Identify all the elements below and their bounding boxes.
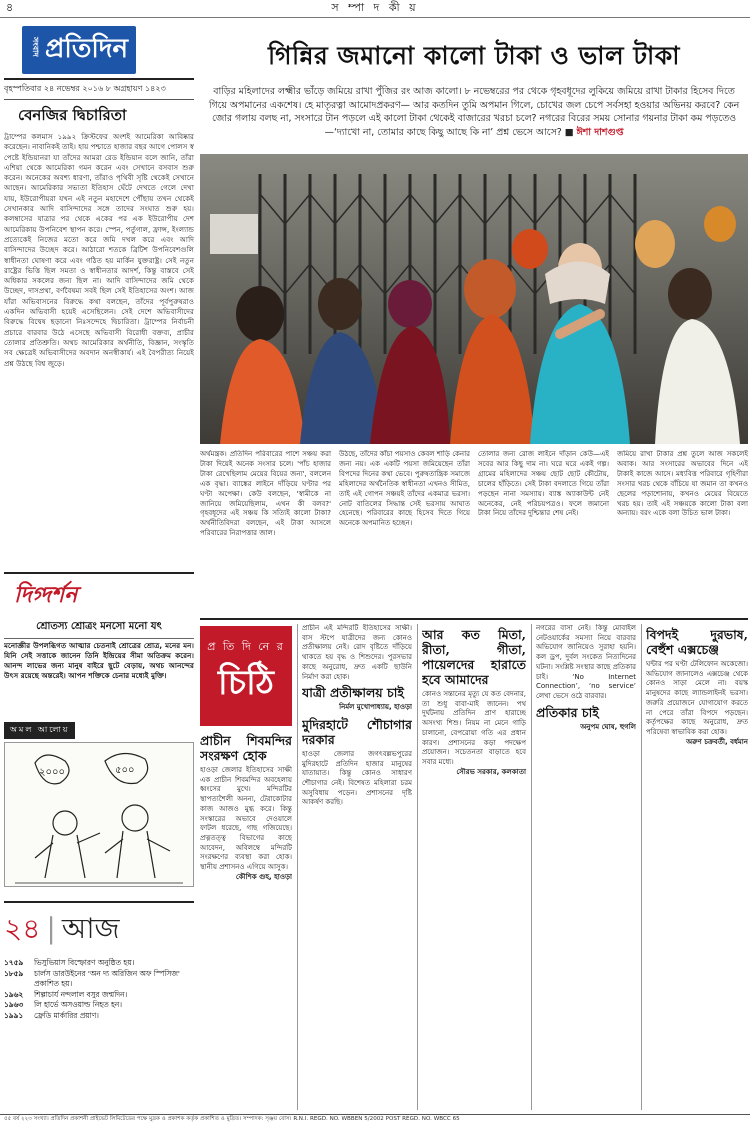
today-event: ১৯৬২ শিল্পাচার্য নন্দলাল বসুর জন্মদিন। [4,989,128,999]
today-separator: | [46,912,56,945]
digdarshan-section [4,572,194,711]
today-date: ২৪ [4,912,41,945]
article-body [200,450,748,612]
letters-banner [200,626,292,726]
byline-icon: ■ [564,126,574,138]
letter-signature: অনুপম ঘোষ, হুগলি [580,722,636,731]
bank-queue-photo [200,154,748,444]
column-divider [641,624,642,1110]
letter-title: যাত্রী প্রতীক্ষালয় চাই [302,685,404,701]
letter-signature: নির্মল মুখোপাধ্যায়, হাওড়া [339,703,412,712]
today-event: ১৭৫৯ ভিসুভিয়াস বিস্ফোরণ অনুষ্ঠিত হয়। [4,958,135,967]
main-area [200,22,748,881]
left-column [4,22,194,1112]
today-word: আজ [61,912,120,945]
byline: ঈশা দাশগুপ্ত [576,126,624,138]
letter-signature: সৌরভ সরকার, কলকাতা [456,767,526,776]
letter-4 [422,624,526,1110]
letter-body: প্রাচীন এই মন্দিরটি ইতিহাসের সাক্ষী। বাস স্টপে যাত্রীদের জন্য কোনও প্রতীক্ষালয় নেই। রোদ বৃষ্টিতে দাঁড়িয়ে থাকতে হয় বৃদ্ধ ও শিশুদের। পুরসভার কাছে অনুরোধ, দ্রুত একটি ছাউনি নির্মাণ করা হোক। [302,624,412,681]
pratidin-logo [22,26,136,74]
standfirst [208,85,740,139]
letter-body: কোনও সন্তানের মৃত্যু যে কত বেদনার, তা শুধু বাবা-মাই জানেন। পথ দুর্ঘটনায় প্রতিদিন প্রাণ হারাচ্ছে অসংখ্য শিশু। নিয়ম না মেনে গাড়ি চালানো, বেপরোয়া গতি এর প্রধান কারণ। প্রশাসনের কড়া পদক্ষেপ প্রয়োজন। সচেতনতা বাড়াতে হবে সবার মধ্যে। [422,690,526,766]
letter-body: হাওড়া জেলার ইতিহাসের সাক্ষী এক প্রাচীন শিবমন্দির অবহেলায় ধ্বংসের মুখে। মন্দিরটির স্থাপত্যশৈলী অনন্য, টেরাকোটার কাজ আজও মুগ্ধ করে। কিন্তু সংস্কারের অভাবে দেওয়ালে ফাটল ধরেছে, গাছ গজিয়েছে। প্রত্নতত্ত্ব বিভাগের কাছে আবেদন, অবিলম্বে মন্দিরটি সংরক্ষণের ব্যবস্থা করা হোক। স্থানীয় প্রশাসনও এগিয়ে আসুক। [200,766,292,872]
letter-title: মুদিরহাটে শৌচাগার দরকার [302,716,412,747]
top-bar [0,0,750,18]
letter-title: বিপদই দুরভাষ, বেহুঁশ এক্সচেঞ্জ [646,627,748,657]
editorial-title: বেনজির দ্বিচারিতা [18,106,127,124]
letter-1 [200,730,292,1110]
today-section [4,901,194,1021]
page-headline: গিন্নির জমানো কালো টাকা ও ভাল টাকা [268,41,680,70]
letter-title: প্রাচীন শিবমন্দির সংরক্ষণ হোক [200,733,292,763]
section-title: স ম্পা দ কী য় [331,1,419,14]
amal-aloy-section [4,717,194,887]
page-number: ৪ [6,1,14,14]
logo-small-text: সংবাদ [31,37,41,57]
logo-text: প্রতিদিন [45,34,128,64]
article-column-3: তোলার জন্য রোজ লাইনে দাঁড়ান কেউ—এই সবের আর কিছু দাম না। ঘরে ঘরে একই গল্প। গ্রামের মহিলাদের সঞ্চয় ছোট ছোট কৌটোয়, চালের হাঁড়িতে। সেই টাকা বদলাতে গিয়ে তাঁরা পড়ছেন নানা সমস্যায়। ব্যাঙ্ক অ্যাকাউন্ট নেই অনেকের, নেই পরিচয়পত্রও। ফলে জমানো টাকা নিয়ে তাঁদের দুশ্চিন্তার শেষ নেই। [478,450,609,518]
today-event: ১৯৯১ ফ্রেডি মার্কারির প্রয়াণ। [4,1010,99,1020]
letter-title: আর কত মিতা, রীতা, গীতা, পায়েলদের হারাতে হবে আমাদের [422,627,526,687]
cartoon-note-500: ৫০০ [115,765,135,776]
letter-body: হাওড়া জেলার জগৎবল্লভপুরের মুদিরহাটে প্রতিদিন হাজার মানুষের যাতায়াত। কিন্তু কোনও সাধারণ শৌচাগার নেই। বিশেষত মহিলারা চরম অসুবিধায় পড়েন। প্রশাসনের দৃষ্টি আকর্ষণ করছি। [302,749,412,807]
news-photo [200,154,748,444]
column-divider [297,624,298,1110]
letter-6 [646,624,748,1110]
dateline: বৃহস্পতিবার ২৪ নভেম্বর ২০১৬ ৮ অগ্রহায়ণ ১৪২৩ [4,80,194,100]
today-events [4,958,194,1021]
article-column-1: অর্থমন্ত্রক। প্রতিদিন পরিবারের পাশে সঞ্চয় করা টাকা দিয়েই অনেক সংসার চলে। 'পাঁচ হাজার টাকা রেখেছিলাম মেয়ের বিয়ের জন্য', বললেন এক বৃদ্ধা। ব্যাঙ্কের লাইনে দাঁড়িয়ে ঘণ্টার পর ঘণ্টা অপেক্ষা। কেউ বলছেন, 'স্বামীকে না জানিয়ে জমিয়েছিলাম, এখন কী বলব?' গৃহবধূদের এই সঞ্চয় কি সত্যিই কালো টাকা? অর্থনীতিবিদরা বলছেন, এই টাকা আসলে পরিবারের নিরাপত্তার জাল। [200,450,331,538]
editorial-body: ট্রাম্পের কলমাস ১৯৯২ ক্রিস্টফের অংশই আমেরিকা আবিষ্কার করেছেন। নাবানিকই তাই। হায় পশ্চাতে হাজার বছর আগে পোলস স্ব পেষ্টে ইন্ডিয়ানরা যা তাঁদের আমরা রেড ইন্ডিয়ান বলে জানি, তাঁরা এশিয়া থেকে আমেরিকা গমন করেন এবং সেখানে বসবাস শুরু করেন। অনেকের অবশ্য ধারণা, তাঁরাও পৃথিবী সৃষ্টি থেকেই সেখানে আছেন। আমেরিকার সভ্যতা ইতিহাস ঘেঁটে দেখতে গেলে দেখা যায়, ইউরোপীয়রা যখন এই নতুন মহাদেশে পৌঁছায় তখন থেকেই সেখানকার আদি বাসিন্দাদের সঙ্গে তাদের সংঘাত শুরু হয়। কলম্বাসের যাত্রার পর থেকে একের পর এক ইউরোপীয় দেশ আমেরিকায় উপনিবেশ স্থাপন করে। স্পেন, পর্তুগাল, ফ্রান্স, ইংল্যান্ড প্রত্যেকেই নিজের মতো করে জমি দখল করে এবং আদি বাসিন্দাদের উচ্ছেদ করে। আঠারো শতকে ব্রিটিশ উপনিবেশগুলি স্বাধীনতা ঘোষণা করে এবং গঠিত হয় মার্কিন যুক্তরাষ্ট্র। সেই নতুন রাষ্ট্রের ভিত্তি ছিল সমতা ও স্বাধীনতার আদর্শ, কিন্তু বাস্তবে সেই অধিকার সকলের জন্য ছিল না। আদি বাসিন্দাদের জমি থেকে উচ্ছেদ, দাসপ্রথা, বর্ণবৈষম্য সবই ছিল সেই ইতিহাসের অংশ। আজ যাঁরা অভিবাসনের বিরুদ্ধে কথা বলছেন, তাঁদের পূর্বপুরুষরাও একদিন অভিবাসী হয়েই এসেছিলেন। সেই দেশে অভিবাসীদের বিরুদ্ধে বিদ্বেষ ছড়ানো নিঃসন্দেহে দ্বিচারিতা। ট্রাম্পের নির্বাচনী প্রচারে বারবার উঠে এসেছে অভিবাসী বিরোধী বক্তব্য, প্রাচীর তোলার প্রতিশ্রুতি। অথচ আমেরিকার অর্থনীতি, বিজ্ঞান, সংস্কৃতি সব ক্ষেত্রেই অভিবাসীদের অবদান অনস্বীকার্য। এই বৈপরীত্য নিয়েই প্রশ্ন উঠছে বিশ্ব জুড়ে। [4,132,194,368]
letter-signature: অরুণ চক্রবর্তী, বর্ধমান [686,737,748,746]
cartoon-image [4,742,194,887]
today-event: ১৮৫৯ চার্লস ডারউইনের 'অন দ্য অরিজিন অফ স্পিসিজ' প্রকাশিত হয়। [4,968,180,988]
letter-5 [536,624,636,1110]
letters-section [200,618,748,1112]
amal-aloy-label: অমল আলোয় [4,722,75,739]
letter-body: ঘন্টার পর ঘণ্টা টেলিফোন অকেজো। অভিযোগ জানালেও এক্সচেঞ্জ থেকে কোনও সাড়া মেলে না। বয়স্ক মানুষদের কাছে ল্যান্ডলাইনই ভরসা। জরুরি প্রয়োজনে যোগাযোগ করতে না পেরে তাঁরা বিপদে পড়ছেন। কর্তৃপক্ষের কাছে অনুরোধ, দ্রুত পরিষেবা স্বাভাবিক করা হোক। [646,660,748,736]
article-column-2: উঠছে, তাঁদের কাঁচা পয়সাও কেবল শাড়ি কেনার জন্য নয়। এক একটি পয়সা জমিয়েছেন তাঁরা বিপদের দিনের কথা ভেবে। পুরুষতান্ত্রিক সমাজে মহিলাদের অর্থনৈতিক স্বাধীনতা এখনও সীমিত, তাই এই গোপন সঞ্চয়ই তাঁদের একমাত্র ভরসা। নোট বাতিলের সিদ্ধান্ত সেই ভরসায় আঘাত হেনেছে। পরিবারের কাছে হিসেব দিতে গিয়ে অনেকে অপমানিত হচ্ছেন। [339,450,470,528]
column-divider [531,624,532,1110]
letters-banner-pre: প্র তি দি নে র [207,640,285,653]
cartoon-drawing [5,743,193,887]
imprint-footer: ৫৫ বর্ষ ২২৩ সংখ্যা। প্রতিদিন প্রকাশনী প্রাইভেট লিমিটেডের পক্ষে মুদ্রক ও প্রকাশক কর্তৃক প্রকাশিত ও মুদ্রিত। সম্পাদক: সৃঞ্জয় বোস। R.N.I. REGD. NO. WBBEN 5/2002 POST REGD. NO. WBCC 65 [0,1114,750,1129]
masthead [4,22,194,80]
today-event: ১৯৬৩ লি হার্ভে অসওয়াল্ড নিহত হন। [4,1000,122,1009]
cartoon-note-2000: ২০০০ [39,767,66,778]
digdarshan-logo: দিগ্দর্শন [14,582,78,608]
letter-title: প্রতিকার চাই [536,704,599,720]
digdarshan-body: মনোজ্ঞীর উপলব্ধিগত আত্মার চেতনাই শ্রোত্রের শ্রোত্র, মনের মন। যিনি সেই সত্তাকে জানেন তিনি ইন্দ্রিয়ের সীমা অতিক্রম করেন। আনন্দ লাভের জন্য মানুষ বাইরে ছুটে বেড়ায়, অথচ আনন্দের উৎস রয়েছে অন্তরেই। আপন শক্তিকে চেনার মধ্যেই মুক্তি। [4,641,194,680]
standfirst-text: বাড়ির মহিলাদের লক্ষ্মীর ভাঁড়ে জমিয়ে রাখা পুঁজির রং আজ কালো। ৮ নভেম্বরের পর থেকে গৃহবধূদের লুকিয়ে জমিয়ে রাখা টাকার হিসেব দিতে গিয়ে অপমানের একশেষ। হে মাতৃরত্না আমোদপ্রকরণ— আর কতদিন তুমি অপমান গিলে, চোখের জল চেপে সর্বসহা হওয়ার অভিনয় করবে? কেন জোর গলায় বলছ না, সংসারে টান পড়লে এই কালো টাকা থেকেই বাজারের খরচা চলে? নগরের বিরের সময় সোনার গয়নার টাকা কম পড়তেও—‘দ্যাখো না, তোমার কাছে কিছু আছে কি না’ প্রশ্ন ভেসে আসে? [208,86,740,138]
digdarshan-quote: শ্রোতস্য শ্রোত্রং মনসো মনো যৎ [4,619,194,639]
today-heading [4,907,194,954]
column-divider [417,624,418,1110]
letter-signature: কৌশিক গুহ, হাওড়া [235,872,292,881]
letters-banner-title: চিঠি [218,663,274,703]
letter-2 [302,624,412,1110]
article-column-4: জমিয়ে রাখা টাকার প্রশ্ন তুলে আজ সকলেই অবাক। আর সংসারের অভাবের দিনে এই টাকাই কাজে আসে। মধ্যবিত্ত পরিবারে গৃহিণীরা সংসার খরচ থেকে বাঁচিয়ে যা জমান তা কখনও ছেলের পড়াশোনায়, কখনও মেয়ের বিয়েতে খরচ হয়। তাই এই সঞ্চয়কে কালো টাকা বলা অন্যায়। বরং একে বলা উচিত ভাল টাকা। [617,450,748,518]
letter-body: নগরের বাসা নেই। কিন্তু মোবাইল নেটওয়ার্কের সমস্যা নিয়ে বারবার অভিযোগ জানিয়েও সুরাহা হয়নি। কল ড্রপ, দুর্বল সংকেত নিত্যদিনের ঘটনা। সংশ্লিষ্ট সংস্থার কাছে প্রতিকার চাই। ‘No Internet Connection’, ‘no service’ লেখা ভেসে ওঠে বারবার। [536,624,636,700]
